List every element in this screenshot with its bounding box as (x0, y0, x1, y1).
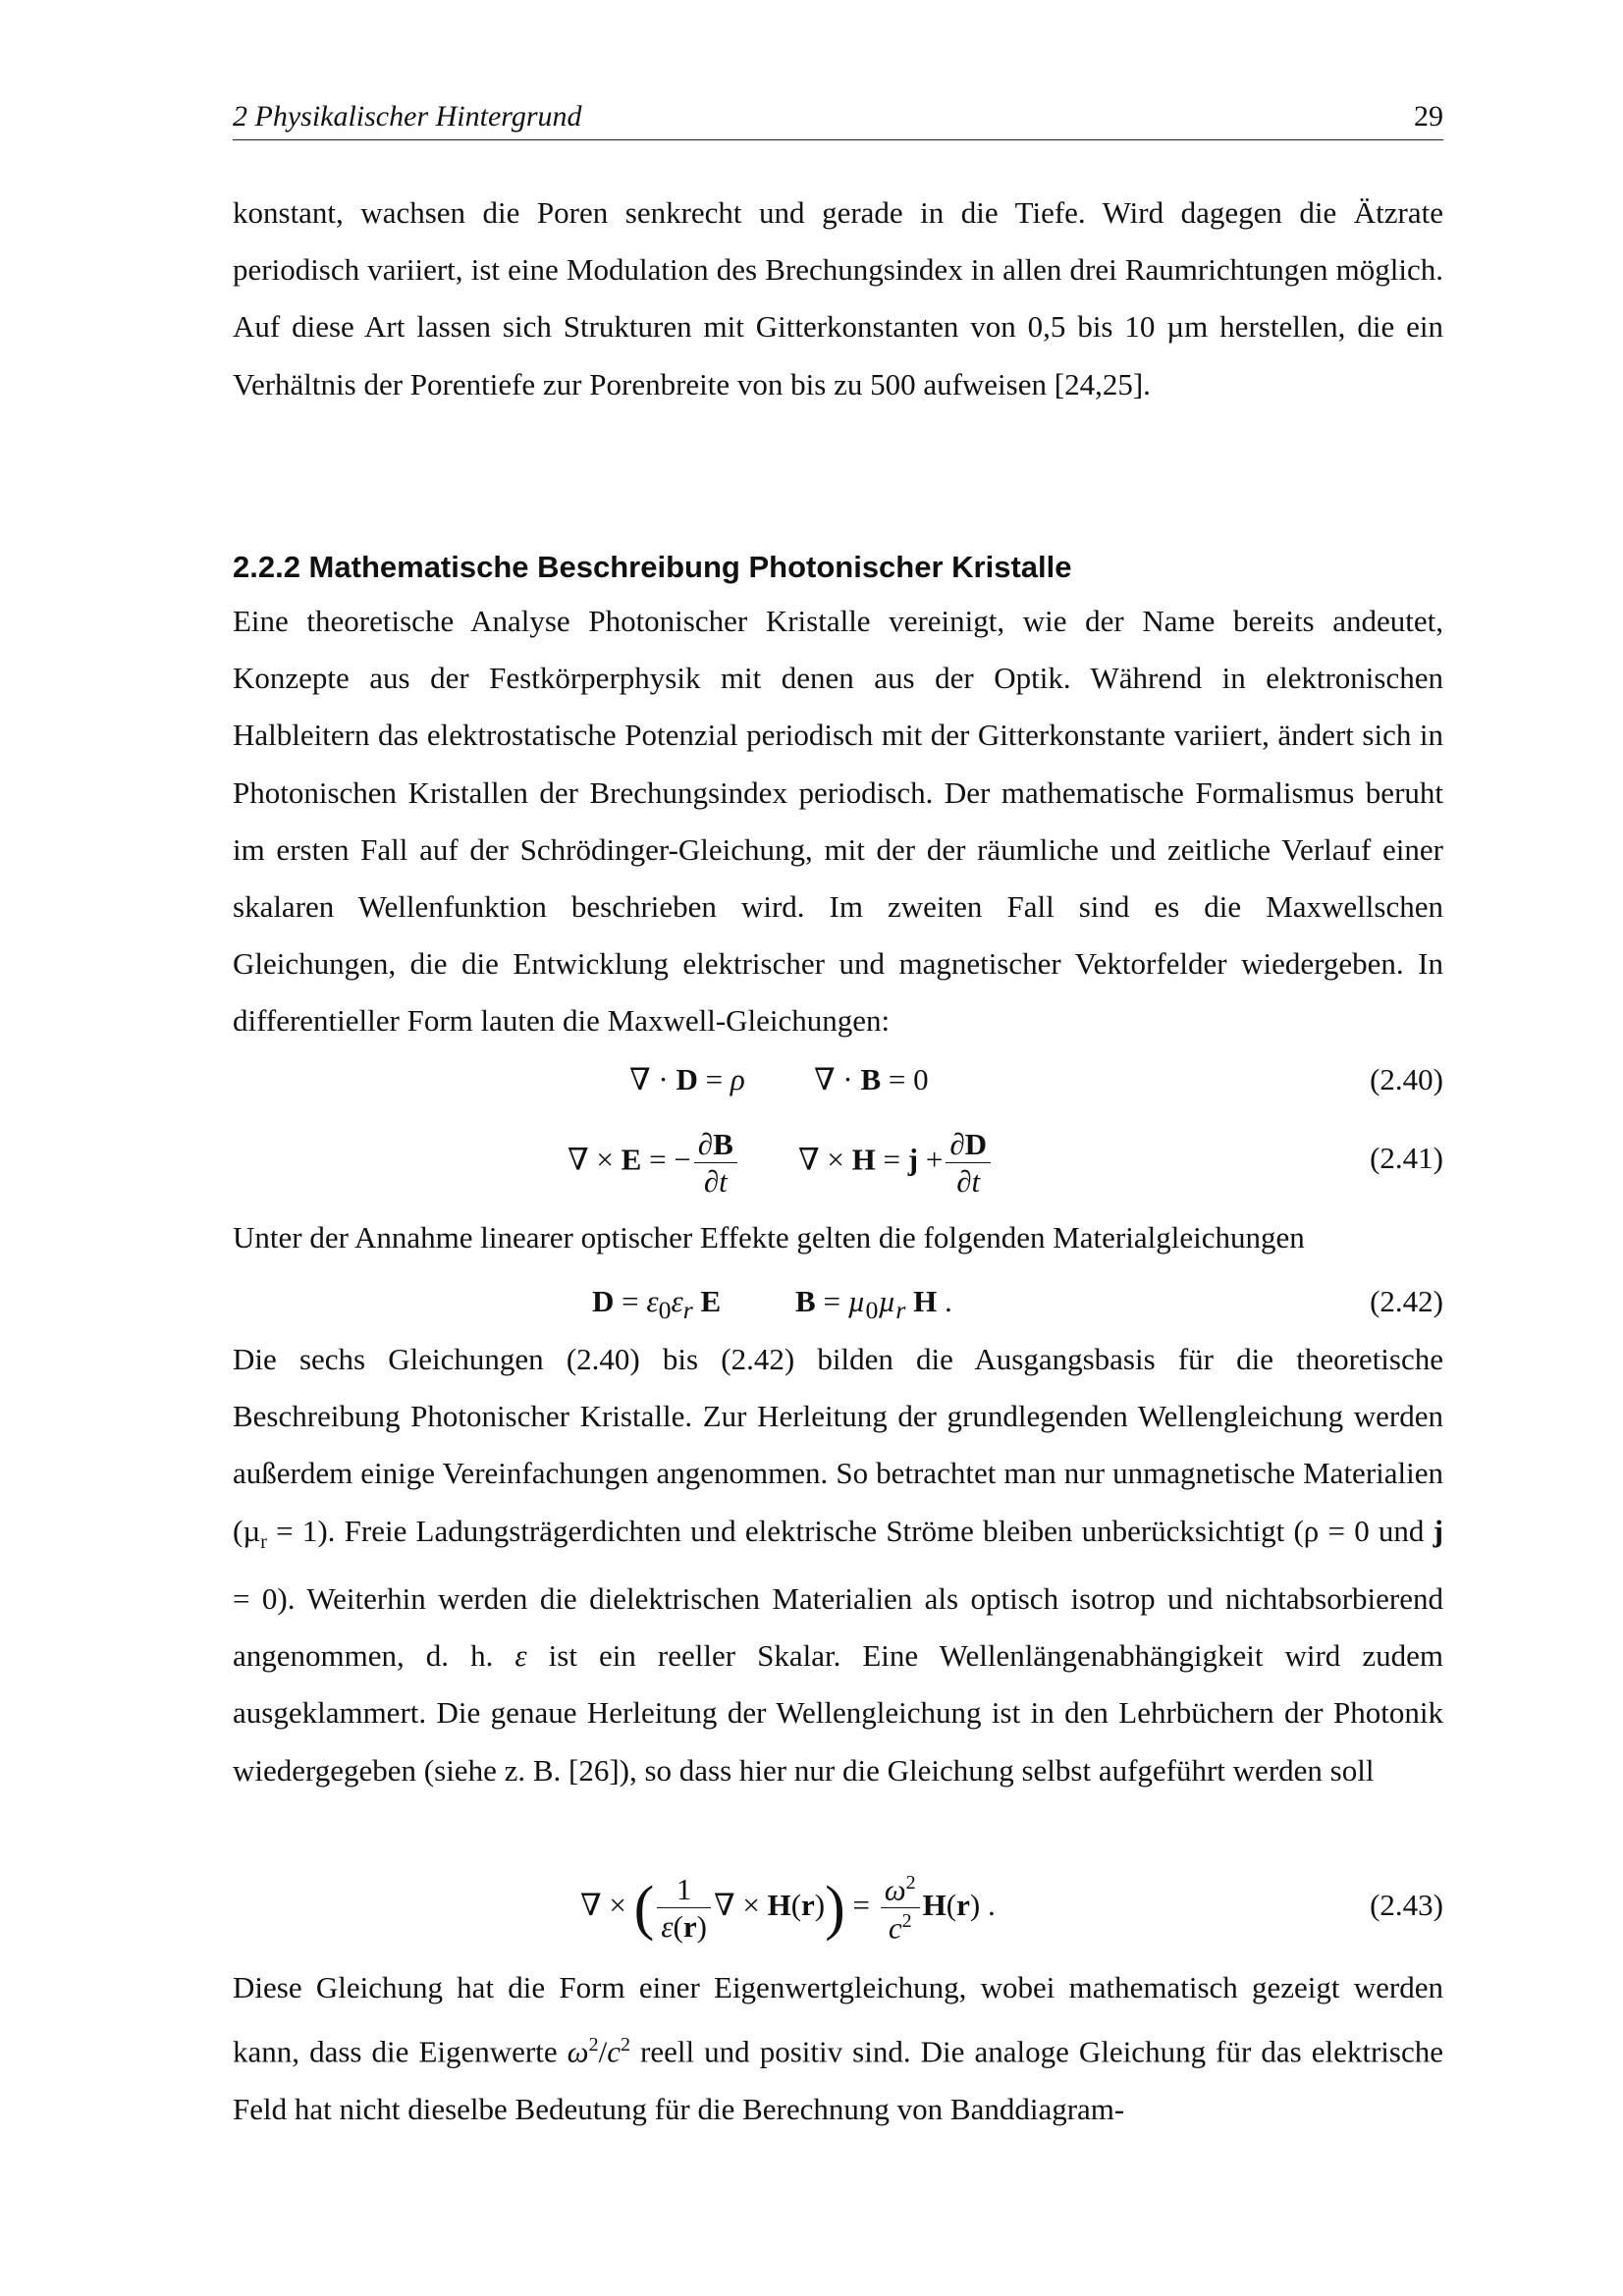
eq-wave: ∇ × ( $\frac{1}{\varepsilon(r)}$ ∇ × H(r)) = $\frac{\omega^2}{c^2}$ H(r) . (580, 1872, 996, 1946)
running-header (233, 94, 1443, 140)
eq-material-d: $D = \varepsilon_0\varepsilon_r$ E (592, 1284, 722, 1325)
equation-number: (2.42) (1370, 1284, 1443, 1318)
paragraph-5: Diese Gleichung hat die Form einer Eigenwertgleichung, wobei mathematisch gezeigt werden kann, dass die Eigenwerte $\omega^2/c^2$ reell und positiv sind. Die analoge Gleichung für das elektrische Feld hat nicht dieselbe Bedeutung für die Berechnung von Banddiagram- (233, 1970, 1443, 2126)
eq-div-d: ∇ · D = ρ (629, 1062, 745, 1096)
equation-number: (2.40) (1370, 1062, 1443, 1096)
eq-div-b: ∇ · B = 0 (814, 1062, 929, 1096)
equation-2-40 (233, 1050, 1443, 1109)
chapter-title: 2 Physikalischer Hintergrund (233, 100, 582, 133)
page-number: 29 (1414, 100, 1443, 133)
equation-number: (2.41) (1370, 1141, 1443, 1175)
eq-curl-e: ∇ × E = − $\frac{\partial B}{\partial t}$ (568, 1129, 740, 1197)
equation-number: (2.43) (1370, 1888, 1443, 1922)
eq-curl-h: ∇ × H = j + $\frac{\partial D}{\partial t}$ (798, 1129, 994, 1197)
equation-2-43 (233, 1861, 1443, 1949)
paragraph-1: konstant, wachsen die Poren senkrecht und gerade in die Tiefe. Wird dagegen die Ätzrate periodisch variiert, ist eine Modulation des Brechungsindex in allen drei Raumrichtungen möglich. Auf diese Art lassen sich Strukturen mit Gitterkonstanten von 0,5 bis 10 µm herstellen, die ein Verhältnis der Porentiefe zur Porenbreite von bis zu 500 aufweisen [24,25]. (233, 195, 1443, 401)
eq-material-b: B = µ$_0$µ$_r$ H . (795, 1284, 952, 1325)
equation-2-41 (233, 1127, 1443, 1199)
paragraph-3: Unter der Annahme linearer optischer Effekte gelten die folgenden Materialgleichungen (233, 1220, 1305, 1255)
paragraph-2: Eine theoretische Analyse Photonischer Kristalle vereinigt, wie der Name bereits andeutet, Konzepte aus der Festkörperphysik mit denen aus der Optik. Während in elektronischen Halbleitern das elektrostatische Potenzial periodisch mit der Gitterkonstante variiert, ändert sich in Photonischen Kristallen der Brechungsindex periodisch. Der mathematische Formalismus beruht im ersten Fall auf der Schrödinger-Gleichung, mit der der räumliche und zeitliche Verlauf einer skalaren Wellenfunktion beschrieben wird. Im zweiten Fall sind es die Maxwellschen Gleichungen, die die Entwicklung elektrischer und magnetischer Vektorfelder wiedergeben. In differentieller Form lauten die Maxwell-Gleichungen: (233, 604, 1443, 1039)
equation-2-42 (233, 1272, 1443, 1331)
paragraph-4: Die sechs Gleichungen (2.40) bis (2.42) bilden die Ausgangsbasis für die theoretische Beschreibung Photonischer Kristalle. Zur Herleitung der grundlegenden Wellengleichung werden außerdem einige Vereinfachungen angenommen. So betrachtet man nur unmagnetische Materialien (µ$_r$ = 1). Freie Ladungsträgerdichten und elektrische Ströme bleiben unberücksichtigt (ρ = 0 und j = 0). Weiterhin werden die dielektrischen Materialien als optisch isotrop und nichtabsorbierend angenommen, d. h. ε ist ein reeller Skalar. Eine Wellenlängenabhängigkeit wird zudem ausgeklammert. Die genaue Herleitung der Wellengleichung ist in den Lehrbüchern der Photonik wiedergegeben (siehe z. B. [26]), so dass hier nur die Gleichung selbst aufgeführt werden soll (233, 1342, 1443, 1788)
section-heading: 2.2.2 Mathematische Beschreibung Photonischer Kristalle (233, 550, 1072, 584)
